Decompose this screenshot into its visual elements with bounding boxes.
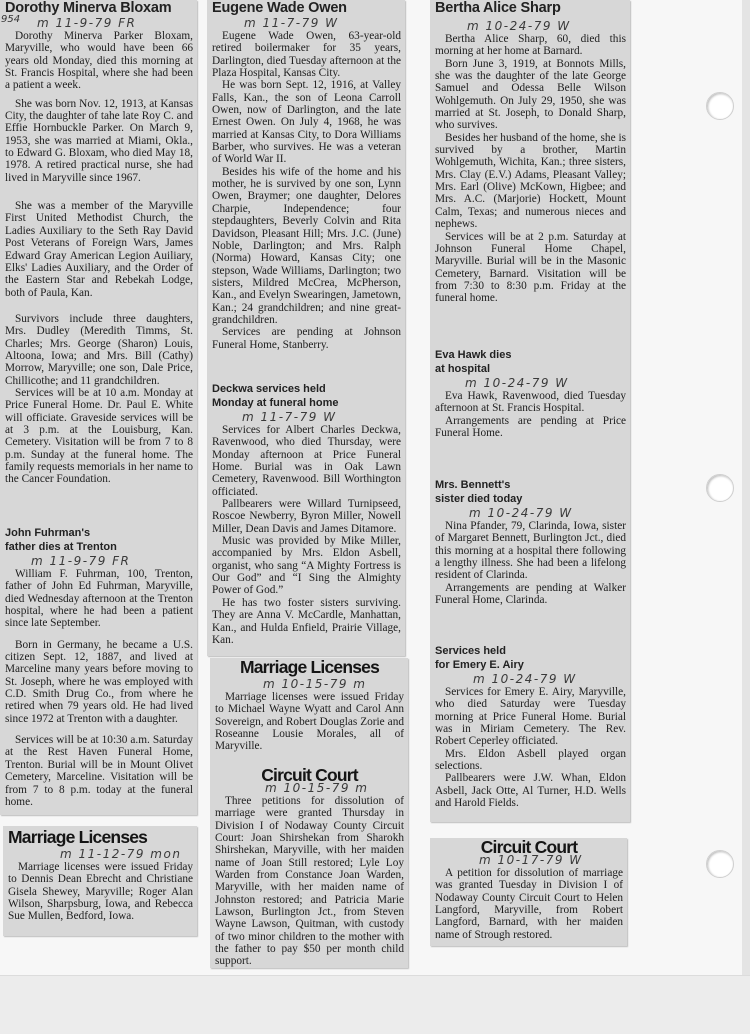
paragraph: She was a member of the Maryville First United Methodist Church, the Ladies Auxiliary to the Seth Ray David Post Veterans of Foreign Wars, James Edward Gray American Legion Auiliary, Elks' Ladies Auxiliary, and the Order of the Eastern Star and Rebekah Lodge, both of Paula, Kan. [5, 200, 193, 299]
paragraph: Nina Pfander, 79, Clarinda, Iowa, sister of Margaret Bennett, Burlington Jct., died this morning at a hospital there following a lengthy illness. She had been a lifelong resident of Clarinda. [435, 520, 626, 582]
paragraph: A petition for dissolution of marriage was granted Tuesday in Division I of Nodaway County Circuit Court to Helen Langford, Maryville, from Robert Langford, Barnard, with her maiden name of Strough restored. [435, 867, 623, 941]
paragraph: Pallbearers were J.W. Whan, Eldon Asbell, Jack Otte, Al Turner, H.D. Wells and Harold Fields. [435, 772, 626, 810]
handwritten-date: m 10-15-79 m [265, 781, 369, 795]
obituary-bloxam [5, 0, 193, 486]
headline-line: for Emery E. Airy [435, 659, 524, 671]
paragraph: Marriage licenses were issued Friday to Michael Wayne Wyatt and Carol Ann Sovereign, and Robert Douglas Zorie and Roseanne Lousie Morales, all of Maryville. [215, 691, 404, 753]
binder-hole [706, 850, 734, 878]
paragraph: Marriage licenses were issued Friday to Dennis Dean Ebrecht and Christiane Gisela Shewey, Maryville; Roger Alan Wilson, Sharpsburg, Iowa, and Rebecca Sue Mullen, Bedford, Iowa. [8, 861, 193, 923]
clipping-strip [0, 0, 197, 815]
clipping-marriage-licenses [3, 826, 197, 936]
handwritten-date: m 11-7-79 W [244, 16, 339, 30]
headline: Circuit Court [480, 837, 578, 857]
headline-line: at hospital [435, 363, 491, 375]
headline-line: Services held [435, 645, 506, 657]
headline-line: sister died today [435, 493, 523, 505]
headline-line: father dies at Trenton [5, 541, 117, 553]
obituary-owen [212, 0, 401, 351]
scanner-bed-edge [0, 975, 750, 1034]
paragraph: William F. Fuhrman, 100, Trenton, father of John Ed Fuhrman, Maryville, died Wednesday afternoon at the Trenton hospital, where he had been a patient since late September. [5, 568, 193, 630]
marriage-licenses [215, 658, 404, 753]
handwritten-date: m 10-24-79 W [473, 672, 577, 686]
paragraph: He was born Sept. 12, 1916, at Valley Falls, Kan., the son of Leona Carroll Owen, now of Darlington, and the late Ernest Owen. On July 4, 1968, he was married at Kansas City, to Dora Williams Barber, who survives. He was a veteran of World War II. [212, 79, 401, 166]
paragraph: Three petitions for dissolution of marriage were granted Thursday in Division I of Nodaway County Circuit Court: Joan Shirshekan from Sharokh Shirshekan, Maryville, with her maiden name of Joan Still restored; Lyle Loy Warden from Constance Joan Warden, Maryville, with her maiden name of Johnston restored; and Patricia Marie Lawson, Burlington Jct., from Steven Wayne Lawson, Quitman, with custody of two minor children to the mother with the father to pay $50 per month child support. [215, 795, 404, 968]
circuit-court [215, 766, 404, 968]
paragraph: Survivors include three daughters, Mrs. Dudley (Meredith Timms, St. Charles; Mrs. George (Sharon) Louis, Altoona, Iowa; and Mrs. Bill (Cathy) Morrow, Maryville; one son, Dale Price, Chillicothe; and 11 grandchildren. [5, 312, 193, 387]
obituary-hawk [435, 348, 626, 439]
handwritten-date: m 10-24-79 W [465, 376, 569, 390]
paragraph: Pallbearers were Willard Turnipseed, Roscoe Newberry, Byron Miller, Nowell Miller, Dean Davis and James Ditamore. [212, 498, 401, 535]
paragraph: Besides her husband of the home, she is survived by a brother, Martin Wohlgemuth, Wichita, Kan.; three sisters, Mrs. Clay (E.V.) Adams, Pleasant Valley; Mrs. Earl (Olive) McKown, Higbee; and Mrs. A.C. (Marjorie) Hockett, Mount Calm, Texas; and numerous nieces and nephews. [435, 131, 626, 231]
obituary-pfander [435, 478, 626, 606]
obituary-fuhrman [5, 526, 193, 808]
paragraph: Dorothy Minerva Parker Bloxam, Maryville, who would have been 66 years old Monday, died this morning at St. Francis Hospital, where she had been a patient a week. [5, 30, 193, 92]
paragraph: He has two foster sisters surviving. They are Anna V. McCardle, Manhattan, Kan., and Hulda Enfield, Prairie Village, Kan. [212, 596, 401, 646]
handwritten-date: m 10-17-79 W [479, 853, 583, 867]
paragraph: Services are pending at Johnson Funeral Home, Stanberry. [212, 326, 401, 351]
paragraph: Services will be at 10:30 a.m. Saturday at the Rest Haven Funeral Home, Trenton. Burial will be in Mount Olivet Cemetery, Marceline. Visitation will be from 7 to 8 p.m. today at the funeral home. [5, 734, 193, 808]
clipping-circuit-court [430, 838, 627, 946]
headline: Marriage Licenses [8, 827, 148, 847]
paragraph: Services will be at 10 a.m. Monday at Price Funeral Home. Dr. Paul E. White will officiate. Graveside services will be at 3 p.m. at the Louisburg, Kan. Cemetery. Visitation will be from 7 to 8 p.m. Sunday at the funeral home. The family requests memorials in her name to the Cancer Foundation. [5, 386, 193, 486]
headline-line: Deckwa services held [212, 383, 326, 395]
paragraph: Services will be at 2 p.m. Saturday at Johnson Funeral Home Chapel, Maryville. Burial will be in the Masonic Cemetery, Barnard. Visitation will be from 7:30 to 8:30 p.m. Friday at the funeral home. [435, 230, 626, 305]
paragraph: Eugene Wade Owen, 63-year-old retired boilermaker for 35 years, Darlington, died Tuesday afternoon at the Plaza Hospital, Kansas City. [212, 30, 401, 80]
paragraph: Besides his wife of the home and his mother, he is survived by one son, Lynn Owen, Braymer; one daughter, Delores Charpie, Independence; four stepdaughters, Beverly Colvin and Rita Davidson, Pleasant Hill; Mrs. J.C. (June) Noble, Darlington; and Mrs. Ralph (Norma) Howard, Kansas City; one stepson, Wade Williams, Darlington; two sisters, Mildred McCrea, McPherson, Kan., and Evelyn Swearingen, Jametown, Kan.; 24 grandchildren; and nine great-grandchildren. [212, 165, 401, 326]
paragraph: Music was provided by Mike Miller, accompanied by Mrs. Eldon Asbell, organist, who sang “A Mighty Fortress is Our God” and “I Sing the Almighty Power of God.” [212, 535, 401, 597]
clipping-strip [207, 0, 405, 656]
obituary-sharp [435, 0, 626, 305]
paragraph: Arrangements are pending at Walker Funeral Home, Clarinda. [435, 581, 626, 607]
headline: Marriage Licenses [239, 657, 380, 677]
handwritten-date: m 11-9-79 FR [31, 554, 131, 568]
obituary-airy [435, 644, 626, 809]
headline-line: Eva Hawk dies [435, 349, 512, 361]
page-edge [742, 0, 750, 975]
headline-line: Monday at funeral home [212, 397, 339, 409]
binder-hole [706, 474, 734, 502]
handwritten-date: m 10-15-79 m [263, 677, 367, 691]
handwritten-date: m 10-24-79 W [467, 19, 571, 33]
headline-line: Mrs. Bennett's [435, 479, 511, 491]
clipping-licenses-court [210, 658, 408, 968]
paragraph: She was born Nov. 12, 1913, at Kansas City, the daughter of tahe late Roy C. and Effie Hornbuckle Parker. On March 9, 1953, she was married at Miami, Okla., to Edward G. Bloxam, who died May 18, 1978. A retired practical nurse, she had lived in Maryville since 1967. [5, 97, 193, 184]
paragraph: Eva Hawk, Ravenwood, died Tuesday afternoon at St. Francis Hospital. [435, 390, 626, 415]
headline-line: John Fuhrman's [5, 527, 91, 539]
handwritten-date: m 10-24-79 W [469, 506, 573, 520]
headline: Dorothy Minerva Bloxam [5, 0, 172, 16]
paragraph: Arrangements are pending at Price Funeral Home. [435, 414, 626, 440]
handwritten-date: m 11-12-79 mon [60, 847, 182, 861]
paragraph: Born June 3, 1919, at Bonnots Mills, she was the daughter of the late George Samuel and Odessa Belle Wilson Wohlgemuth. On July 29, 1950, she was married at St. Joseph, to Donald Sharp, who survives. [435, 57, 626, 132]
clipping-strip [430, 0, 630, 822]
paragraph: Mrs. Eldon Asbell played organ selections. [435, 747, 626, 773]
headline: Circuit Court [261, 765, 358, 785]
headline: Eugene Wade Owen [212, 0, 347, 16]
handwritten-date: m 11-7-79 W [242, 410, 337, 424]
handwritten-date: m 11-9-79 FR [37, 16, 137, 30]
paragraph: Services for Emery E. Airy, Maryville, who died Saturday were Tuesday morning at Price Funeral Home. Burial was in Miriam Cemetery. The Rev. Robert Ceperley officiated. [435, 686, 626, 748]
paragraph: Born in Germany, he became a U.S. citizen Sept. 12, 1887, and lived at Marceline many years before moving to St. Joseph, where he was employed with C.D. Smith Drug Co., from where he retired when 79 years old. He had lived since 1972 at Trenton with a daughter. [5, 638, 193, 725]
paragraph: Bertha Alice Sharp, 60, died this morning at her home at Barnard. [435, 33, 626, 58]
page-number: 954 [1, 14, 21, 25]
obituary-deckwa [212, 382, 401, 646]
paragraph: Services for Albert Charles Deckwa, Ravenwood, who died Thursday, were Monday afternoon at Price Funeral Home. Burial was in Oak Lawn Cemetery, Ravenwood. Bill Worthington officiated. [212, 424, 401, 498]
headline: Bertha Alice Sharp [435, 0, 561, 16]
binder-hole [706, 92, 734, 120]
